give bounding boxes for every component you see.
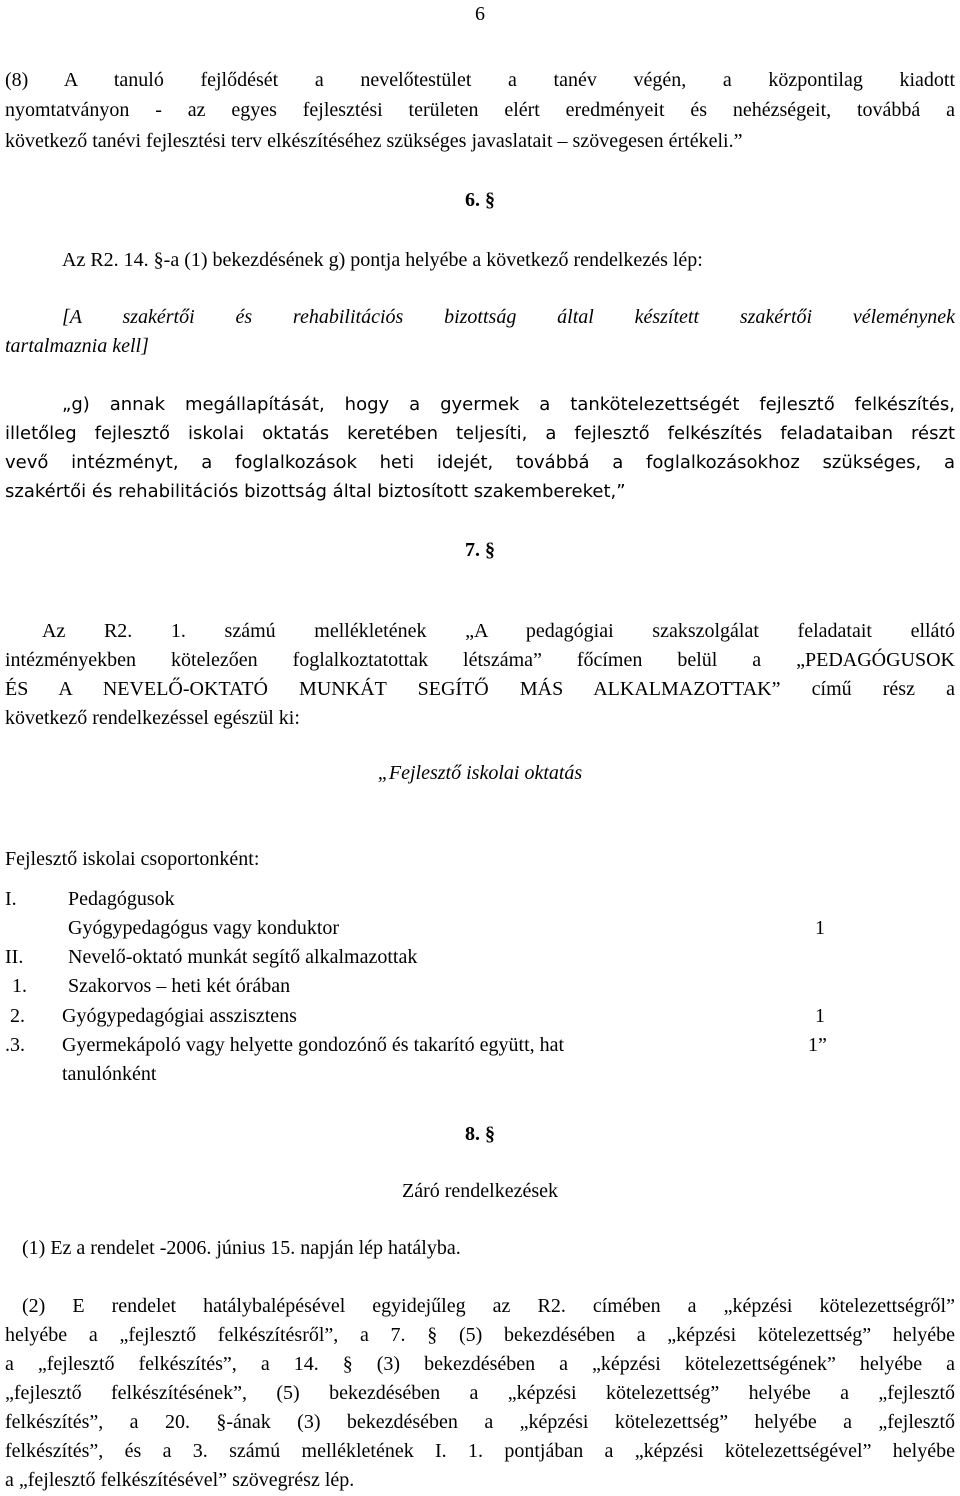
bracket-line-1: [A szakértői és rehabilitációs bizottság által készített szakértői véleménynek [62,306,955,328]
section-7-line-4: következő rendelkezéssel egészül ki: [5,707,300,729]
section-6-heading: 6. § [465,189,495,211]
row-value: 1 [815,917,825,939]
row-num: 1. [12,975,27,997]
row-label: tanulónként [62,1063,157,1085]
row-label: Pedagógusok [68,888,175,910]
row-label: Nevelő-oktató munkát segítő alkalmazottak [68,946,418,968]
section-8-paragraph-2-line-5: felkészítés”, a 20. §-ának (3) bekezdésében a „képzési kötelezettség” helyébe a „fejlesztő [5,1411,955,1433]
section-6-intro: Az R2. 14. §-a (1) bekezdésének g) pontja helyébe a következő rendelkezés lép: [62,249,703,271]
section-8-paragraph-2-line-1: (2) E rendelet hatálybalépésével egyidejűleg az R2. címében a „képzési kötelezettségről” [22,1295,955,1317]
paragraph-8-line-2: nyomtatványon - az egyes fejlesztési területen elért eredményeit és nehézségeit, továbbá a [5,99,955,121]
point-g-line-1: „g) annak megállapítását, hogy a gyermek a tankötelezettségét fejlesztő felkészítés, [62,394,955,415]
section-8-paragraph-2-line-4: „fejlesztő felkészítésének”, (5) bekezdésében a „képzési kötelezettség” helyébe a „fejlesztő [5,1382,955,1404]
point-g-line-4: szakértői és rehabilitációs bizottság által biztosított szakembereket,” [5,481,626,502]
row-label: Gyógypedagógus vagy konduktor [68,917,340,939]
section-8-paragraph-2-line-3: a „fejlesztő felkészítés”, a 14. § (3) bekezdésében a „képzési kötelezettségének” helyébe a [5,1353,955,1375]
row-label: Szakorvos – heti két órában [68,975,291,997]
bracket-line-2: tartalmaznia kell] [5,335,149,357]
section-8-paragraph-1: (1) Ez a rendelet -2006. június 15. napján lép hatályba. [22,1237,461,1259]
point-g-line-2: illetőleg fejlesztő iskolai oktatás keretében teljesíti, a fejlesztő felkészítés feladataiban részt [5,423,955,444]
paragraph-8-line-3: következő tanévi fejlesztési terv elkészítéséhez szükséges javaslatait – szövegesen értékeli.” [5,130,743,152]
section-7-line-3: ÉS A NEVELŐ-OKTATÓ MUNKÁT SEGÍTŐ MÁS ALKALMAZOTTAK” című rész a [5,678,955,700]
section-8-paragraph-2-line-7: a „fejlesztő felkészítésével” szövegrész lép. [5,1469,355,1491]
row-num: II. [5,946,24,968]
page-number: 6 [475,3,485,25]
section-8-paragraph-2-line-6: felkészítés”, és a 3. számú mellékletének I. 1. pontjában a „képzési kötelezettségével” helyébe [5,1440,955,1462]
row-label: Gyógypedagógiai asszisztens [62,1005,297,1027]
row-value: 1 [815,1005,825,1027]
row-value: 1” [808,1034,827,1056]
row-num: 2. [10,1005,25,1027]
section-7-line-1: Az R2. 1. számú mellékletének „A pedagógiai szakszolgálat feladatait ellátó [42,620,955,642]
point-g-line-3: vevő intézményt, a foglalkozások heti idejét, továbbá a foglalkozásokhoz szükséges, a [5,452,955,473]
row-num: .3. [5,1034,25,1056]
subtitle-fejleszto-iskolai-oktatas: „Fejlesztő iskolai oktatás [377,762,583,784]
paragraph-8-line-1: (8) A tanuló fejlődését a nevelőtestület a tanév végén, a központilag kiadott [5,69,955,91]
section-7-heading: 7. § [465,539,495,561]
closing-provisions-title: Záró rendelkezések [401,1180,558,1202]
group-label: Fejlesztő iskolai csoportonként: [5,848,260,870]
section-8-paragraph-2-line-2: helyébe a „fejlesztő felkészítésről”, a 7. § (5) bekezdésében a „képzési kötelezettség” helyébe [5,1324,955,1346]
row-label: Gyermekápoló vagy helyette gondozónő és takarító együtt, hat [62,1034,565,1056]
row-num: I. [5,888,17,910]
section-7-line-2: intézményekben kötelezően foglalkoztatottak létszáma” főcímen belül a „PEDAGÓGUSOK [5,649,955,671]
section-8-heading: 8. § [465,1123,495,1145]
